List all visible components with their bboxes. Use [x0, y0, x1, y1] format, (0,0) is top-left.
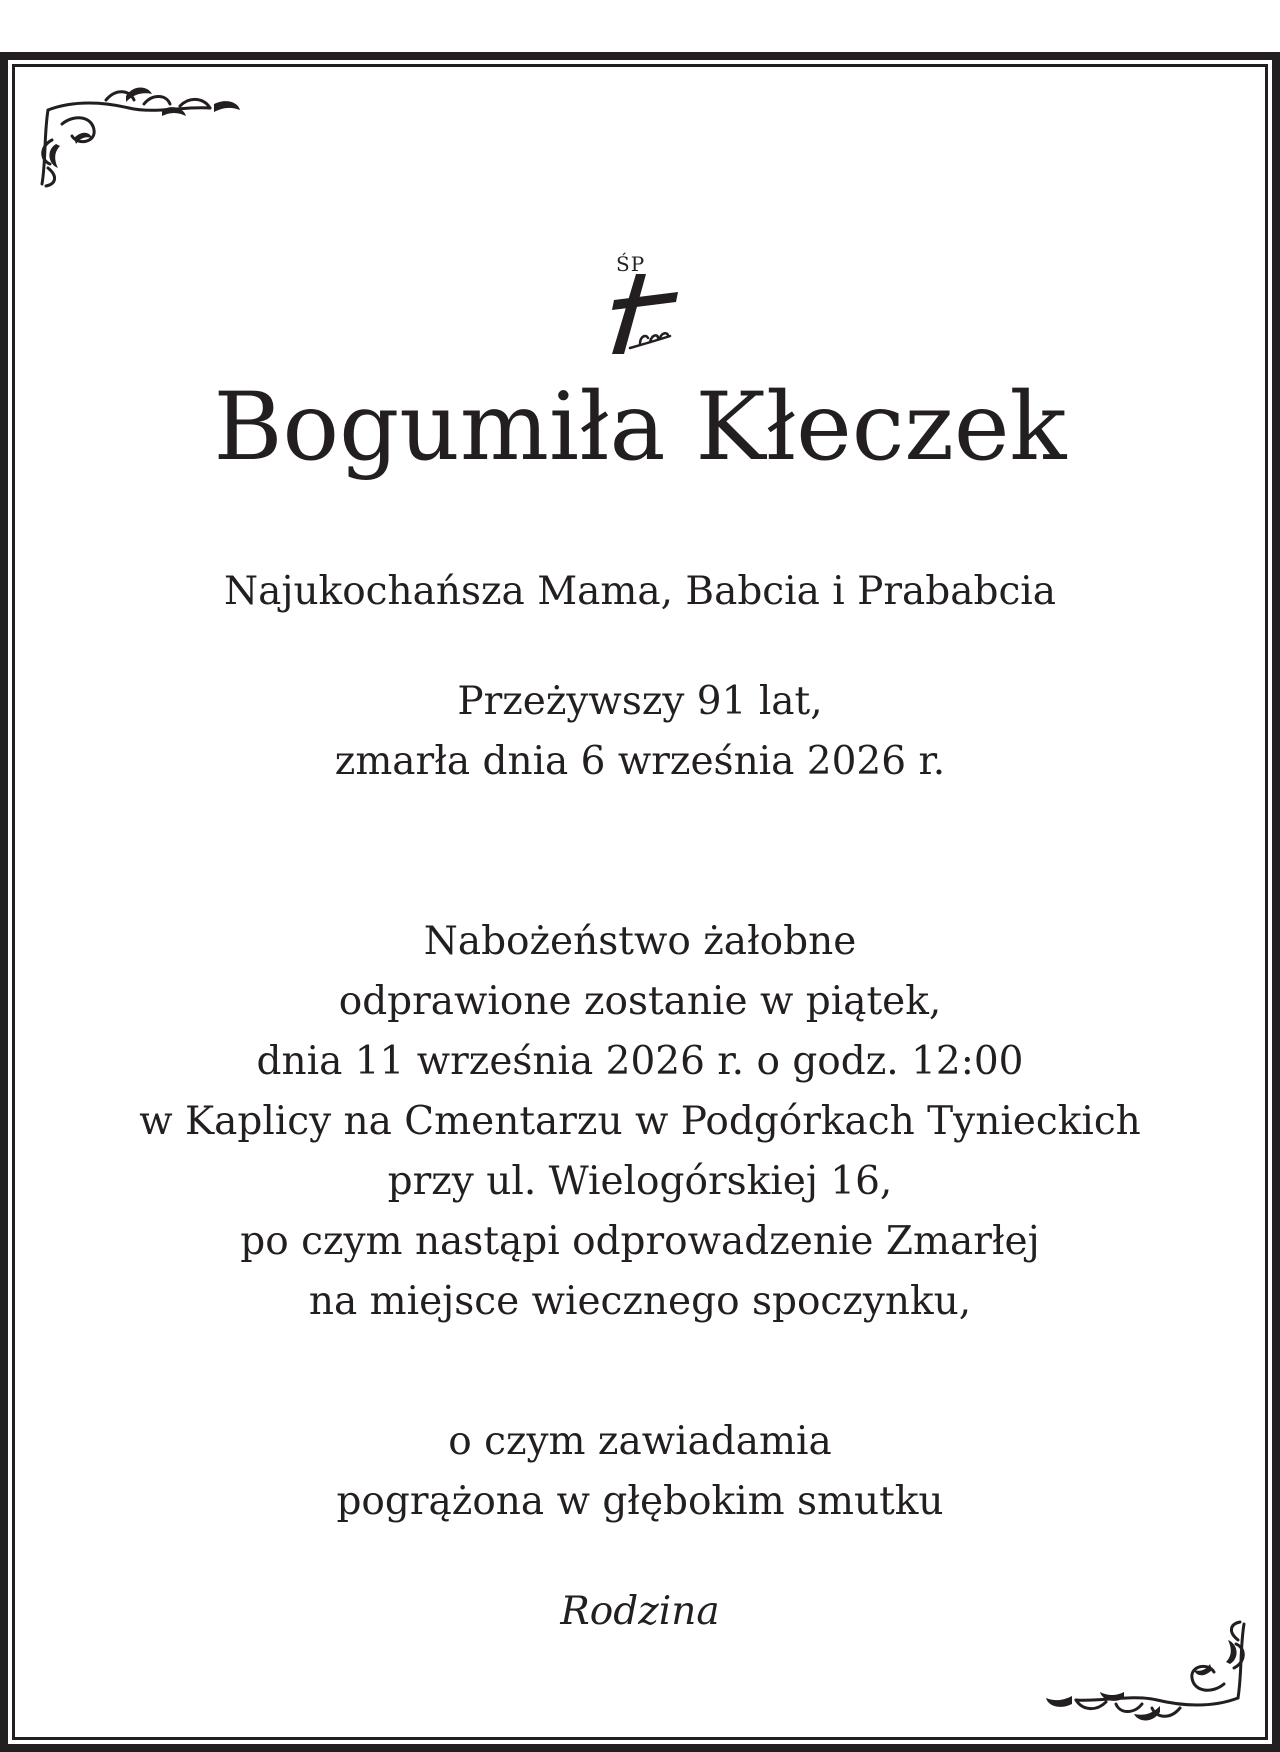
- ornament-corner-icon: [34, 80, 244, 190]
- ceremony-line: dnia 11 września 2026 r. o godz. 12:00: [256, 1039, 1024, 1084]
- ceremony-line: odprawione zostanie w piątek,: [338, 979, 942, 1024]
- ceremony-line: na miejsce wiecznego spoczynku,: [308, 1279, 972, 1324]
- cross-icon: [600, 252, 684, 356]
- subtitle: Najukochańsza Mama, Babcia i Prababcia: [223, 569, 1057, 614]
- age-line: Przeżywszy 91 lat,: [457, 679, 823, 724]
- ceremony-line: przy ul. Wielogórskiej 16,: [387, 1159, 893, 1204]
- ceremony-line: Nabożeństwo żałobne: [423, 919, 857, 964]
- closing-line: pogrążona w głębokim smutku: [336, 1479, 944, 1524]
- death-date-line: zmarła dnia 6 września 2026 r.: [334, 739, 946, 784]
- ceremony-line: po czym nastąpi odprowadzenie Zmarłej: [240, 1219, 1040, 1264]
- sp-label: ŚP: [616, 252, 646, 276]
- closing-line: o czym zawiadamia: [448, 1419, 832, 1464]
- deceased-name: Bogumiła Kłeczek: [213, 373, 1067, 482]
- ceremony-line: w Kaplicy na Cmentarzu w Podgórkach Tynieckich: [139, 1099, 1141, 1144]
- signature: Rodzina: [560, 1589, 720, 1634]
